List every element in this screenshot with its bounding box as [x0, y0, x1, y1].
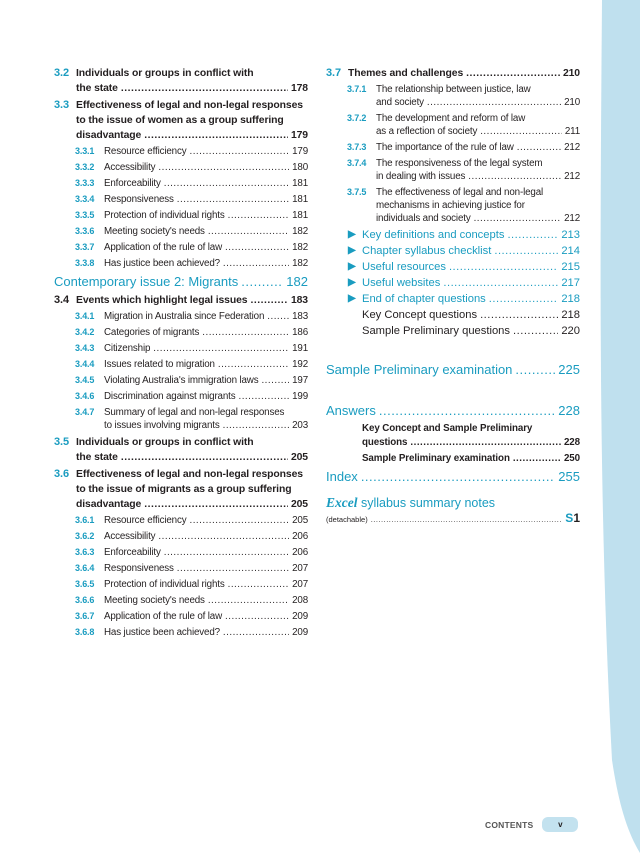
page-number: 205	[290, 499, 308, 510]
page-number: 182	[286, 274, 308, 289]
entry-title: Enforceability	[104, 178, 161, 189]
section-number: 3.7.2	[347, 113, 367, 123]
entry-title: Individuals or groups in conflict with	[76, 68, 254, 79]
entry-title: to the issue of migrants as a group suffering	[76, 484, 292, 495]
entry-title: Application of the rule of law	[104, 242, 223, 253]
entry-title: disadvantage	[76, 130, 142, 141]
page-number: 225	[558, 362, 580, 377]
section-number: 3.3.6	[75, 226, 95, 236]
section-number: 3.6.6	[75, 595, 95, 605]
page-number: 186	[292, 327, 308, 338]
toc-entry[interactable]	[348, 276, 580, 290]
entry-title: Resource efficiency	[104, 146, 187, 157]
page-number: 214	[561, 245, 580, 257]
dot-leader	[144, 128, 288, 143]
entry-title: Resource efficiency	[104, 515, 187, 526]
excel-brand: Excel	[326, 495, 358, 510]
dot-leader	[517, 141, 561, 154]
toc-entry[interactable]	[54, 374, 308, 387]
section-number: 3.3.1	[75, 146, 95, 156]
section-number: 3.3.2	[75, 162, 95, 172]
section-number: 3.6.4	[75, 563, 95, 573]
entry-title: Key Concept and Sample Preliminary	[362, 423, 533, 434]
dot-leader	[228, 578, 289, 591]
section-number: 3.4	[54, 294, 69, 306]
toc-entry[interactable]	[54, 193, 308, 206]
dot-leader	[443, 276, 558, 290]
dot-leader	[474, 212, 562, 225]
section-number: 3.4.1	[75, 311, 95, 321]
toc-entry[interactable]	[326, 83, 580, 109]
page-number: 212	[564, 142, 580, 153]
toc-entry[interactable]	[54, 145, 308, 158]
dot-leader	[189, 145, 289, 158]
entry-title: Discrimination against migrants	[104, 391, 236, 402]
section-number: 3.6	[54, 468, 69, 480]
dot-leader	[466, 66, 560, 81]
page-number: 255	[558, 469, 580, 484]
entry-title: Meeting society's needs	[104, 226, 205, 237]
toc-entry[interactable]	[54, 241, 308, 254]
entry-title: Violating Australia's immigration laws	[104, 375, 259, 386]
entry-title: Accessibility	[104, 162, 156, 173]
dot-leader	[228, 209, 289, 222]
entry-title: Categories of migrants	[104, 327, 200, 338]
toc-entry[interactable]	[54, 66, 308, 96]
section-number: 3.6.1	[75, 515, 95, 525]
entry-title: and society	[376, 97, 424, 108]
entry-title: Issues related to migration	[104, 359, 215, 370]
page-number: 218	[561, 309, 580, 321]
entry-title: Contemporary issue 2: Migrants	[54, 274, 239, 289]
excel-summary-entry[interactable]	[326, 511, 580, 525]
entry-title: Chapter syllabus checklist	[362, 245, 492, 257]
toc-right-column	[326, 64, 580, 525]
dot-leader	[223, 419, 290, 432]
dot-leader	[241, 273, 283, 290]
section-number: 3.3.5	[75, 210, 95, 220]
dot-leader	[208, 594, 289, 607]
toc-entry[interactable]	[54, 514, 308, 527]
page-number: 207	[292, 579, 308, 590]
page-number: 211	[564, 126, 580, 137]
detachable-note: (detachable)	[326, 515, 368, 524]
toc-entry[interactable]	[54, 406, 308, 432]
page-number: 210	[562, 68, 580, 79]
dot-leader	[202, 326, 289, 339]
dot-leader	[223, 257, 289, 270]
dot-leader	[427, 96, 561, 109]
dot-leader	[513, 452, 561, 466]
page-number: 209	[292, 627, 308, 638]
section-number: 3.2	[54, 67, 69, 79]
dot-leader	[177, 562, 289, 575]
toc-entry[interactable]	[348, 292, 580, 306]
entry-title: Has justice been achieved?	[104, 627, 220, 638]
entry-title: Enforceability	[104, 547, 161, 558]
entry-title: The effectiveness of legal and non-legal	[376, 187, 544, 198]
section-number: 3.4.6	[75, 391, 95, 401]
dot-leader	[507, 228, 558, 242]
entry-title: in dealing with issues	[376, 171, 466, 182]
page-number: 217	[561, 277, 580, 289]
dot-leader	[468, 170, 561, 183]
page-number-badge: v	[542, 817, 578, 832]
dot-leader	[515, 361, 555, 378]
page-number: 203	[292, 420, 308, 431]
toc-entry[interactable]	[54, 257, 308, 270]
entry-title: Meeting society's needs	[104, 595, 205, 606]
entry-title: Sample Preliminary questions	[362, 325, 510, 337]
toc-entry[interactable]	[362, 308, 580, 322]
toc-entry[interactable]	[326, 402, 580, 419]
section-number: 3.3	[54, 99, 69, 111]
entry-title: Has justice been achieved?	[104, 258, 220, 269]
entry-title: Key Concept questions	[362, 309, 478, 321]
toc-entry[interactable]	[54, 326, 308, 339]
page-number: 192	[292, 359, 308, 370]
arrow-bullet-icon: ▶	[348, 277, 356, 288]
entry-title: as a reflection of society	[376, 126, 478, 137]
dot-leader	[238, 390, 289, 403]
dot-leader	[158, 530, 289, 543]
section-number: 3.6.7	[75, 611, 95, 621]
section-number: 3.7.3	[347, 142, 367, 152]
entry-title: disadvantage	[76, 499, 142, 510]
page-number: 197	[292, 375, 308, 386]
section-number: 3.3.3	[75, 178, 95, 188]
dot-leader	[261, 374, 289, 387]
toc-entry[interactable]	[54, 530, 308, 543]
dot-leader	[153, 342, 289, 355]
page-number: 208	[292, 595, 308, 606]
entry-title: questions	[362, 437, 408, 448]
page-number: 215	[561, 261, 580, 273]
dot-leader	[177, 193, 289, 206]
section-number: 3.3.8	[75, 258, 95, 268]
entry-title: The importance of the rule of law	[376, 142, 514, 153]
toc-entry[interactable]	[54, 342, 308, 355]
entry-title: Key definitions and concepts	[362, 229, 505, 241]
page-number: 181	[292, 178, 308, 189]
entry-title: to issues involving migrants	[104, 420, 220, 431]
entry-title: End of chapter questions	[362, 293, 486, 305]
page-number: 213	[561, 229, 580, 241]
toc-entry[interactable]	[54, 435, 308, 465]
page-number: 178	[290, 83, 308, 94]
entry-title: Application of the rule of law	[104, 611, 223, 622]
entry-title: Themes and challenges	[348, 68, 464, 79]
entry-title: The development and reform of law	[376, 113, 526, 124]
dot-leader	[225, 241, 289, 254]
page-number: 207	[292, 563, 308, 574]
arrow-bullet-icon: ▶	[348, 245, 356, 256]
section-number: 3.4.7	[75, 407, 95, 417]
entry-title: The responsiveness of the legal system	[376, 158, 543, 169]
toc-entry[interactable]	[54, 562, 308, 575]
toc-entry[interactable]	[326, 141, 580, 154]
page-number: 218	[561, 293, 580, 305]
footer-label: CONTENTS	[485, 819, 534, 830]
page-number: 205	[292, 515, 308, 526]
section-number: 3.6.8	[75, 627, 95, 637]
page-number: 182	[292, 258, 308, 269]
dot-leader	[489, 292, 559, 306]
toc-entry[interactable]	[54, 293, 308, 308]
toc-entry[interactable]	[326, 468, 580, 485]
page-footer	[485, 817, 578, 832]
entry-title: Citizenship	[104, 343, 151, 354]
dot-leader	[121, 81, 288, 96]
entry-title: Index	[326, 469, 358, 484]
page-number: 228	[563, 437, 580, 448]
dot-leader	[164, 177, 289, 190]
entry-title: Events which highlight legal issues	[76, 295, 248, 306]
entry-title: the state	[76, 83, 118, 94]
excel-summary-title[interactable]: Excel syllabus summary notes	[326, 495, 496, 510]
page-number: 179	[292, 146, 308, 157]
page-number: 212	[564, 171, 580, 182]
page-number: 183	[292, 311, 308, 322]
dot-leader	[225, 610, 289, 623]
toc-entry[interactable]	[54, 161, 308, 174]
entry-title: Useful resources	[362, 261, 446, 273]
page-number: 182	[292, 242, 308, 253]
page-number: 228	[558, 403, 580, 418]
dot-leader	[480, 125, 562, 138]
section-number: 3.3.4	[75, 194, 95, 204]
dot-leader	[121, 450, 288, 465]
entry-title: Protection of individual rights	[104, 210, 225, 221]
dot-leader	[144, 497, 288, 512]
page-number: 212	[564, 213, 580, 224]
toc-entry[interactable]	[326, 186, 580, 225]
entry-title: individuals and society	[376, 213, 471, 224]
section-number: 3.6.3	[75, 547, 95, 557]
toc-entry[interactable]	[54, 467, 308, 512]
dot-leader	[218, 358, 289, 371]
page-number: 250	[563, 453, 580, 464]
page-number: 181	[292, 210, 308, 221]
page-number: 183	[290, 295, 308, 306]
section-number: 3.7	[326, 67, 341, 79]
section-number: 3.4.2	[75, 327, 95, 337]
toc-entry[interactable]	[54, 225, 308, 238]
dot-leader	[208, 225, 289, 238]
entry-title: Responsiveness	[104, 194, 174, 205]
arrow-bullet-icon: ▶	[348, 261, 356, 272]
toc-entry[interactable]	[54, 626, 308, 639]
dot-leader	[158, 161, 289, 174]
page-number: 206	[292, 547, 308, 558]
dot-leader	[513, 324, 558, 338]
page-number: 180	[292, 162, 308, 173]
toc-entry[interactable]	[54, 546, 308, 559]
toc-entry[interactable]	[326, 112, 580, 138]
entry-title: Answers	[326, 403, 376, 418]
entry-title: Summary of legal and non-legal responses	[104, 407, 285, 418]
entry-title: Accessibility	[104, 531, 156, 542]
page-number: 182	[292, 226, 308, 237]
dot-leader	[223, 626, 289, 639]
toc-entry[interactable]	[54, 98, 308, 143]
dot-leader	[494, 244, 558, 258]
toc-entry[interactable]	[54, 310, 308, 323]
page-number: 206	[292, 531, 308, 542]
toc-entry[interactable]	[362, 452, 580, 466]
dot-leader	[480, 308, 558, 322]
dot-leader	[164, 546, 289, 559]
dot-leader	[189, 514, 289, 527]
toc-entry[interactable]	[54, 610, 308, 623]
section-number: 3.4.5	[75, 375, 95, 385]
page-number: 205	[290, 452, 308, 463]
toc-entry[interactable]	[54, 358, 308, 371]
section-number: 3.7.1	[347, 84, 367, 94]
page-number: 210	[564, 97, 580, 108]
entry-title: Sample Preliminary examination	[362, 453, 510, 464]
dot-leader	[361, 468, 555, 485]
entry-title: Protection of individual rights	[104, 579, 225, 590]
toc-entry[interactable]	[326, 361, 580, 378]
toc-entry[interactable]	[54, 594, 308, 607]
section-number: 3.7.4	[347, 158, 367, 168]
toc-entry[interactable]	[326, 66, 580, 81]
dot-leader	[250, 293, 288, 308]
entry-title: Individuals or groups in conflict with	[76, 437, 254, 448]
entry-title: Effectiveness of legal and non-legal responses	[76, 469, 303, 480]
section-number: 3.4.4	[75, 359, 95, 369]
toc-entry[interactable]	[54, 390, 308, 403]
toc-left-column	[54, 64, 308, 642]
dot-leader	[267, 310, 289, 323]
entry-title: Effectiveness of legal and non-legal responses	[76, 100, 303, 111]
page-number: 199	[292, 391, 308, 402]
toc-entry[interactable]	[54, 273, 308, 290]
toc-entry[interactable]	[54, 209, 308, 222]
toc-entry[interactable]	[54, 578, 308, 591]
page-number: 209	[292, 611, 308, 622]
arrow-bullet-icon: ▶	[348, 229, 356, 240]
section-number: 3.7.5	[347, 187, 367, 197]
toc-entry[interactable]	[54, 177, 308, 190]
toc-entry[interactable]	[326, 157, 580, 183]
toc-entry[interactable]	[348, 244, 580, 258]
entry-title: Responsiveness	[104, 563, 174, 574]
toc-entry[interactable]	[362, 422, 580, 450]
section-number: 3.3.7	[75, 242, 95, 252]
dot-leader	[410, 436, 561, 450]
entry-title: The relationship between justice, law	[376, 84, 531, 95]
dot-leader	[379, 402, 555, 419]
dot-leader	[371, 515, 563, 524]
section-number: 3.4.3	[75, 343, 95, 353]
dot-leader	[449, 260, 558, 274]
entry-title: mechanisms in achieving justice for	[376, 200, 525, 211]
section-number: 3.6.5	[75, 579, 95, 589]
page-number: S1	[565, 511, 580, 525]
section-number: 3.5	[54, 436, 69, 448]
page-number: 179	[290, 130, 308, 141]
toc-entry[interactable]	[362, 324, 580, 338]
page-number: 220	[561, 325, 580, 337]
entry-title: Migration in Australia since Federation	[104, 311, 265, 322]
entry-title: to the issue of women as a group suffering	[76, 115, 284, 126]
section-number: 3.6.2	[75, 531, 95, 541]
toc-entry[interactable]	[348, 260, 580, 274]
entry-title: Useful websites	[362, 277, 441, 289]
toc-entry[interactable]	[348, 228, 580, 242]
arrow-bullet-icon: ▶	[348, 293, 356, 304]
page-number: 191	[292, 343, 308, 354]
page-number: 181	[292, 194, 308, 205]
entry-title: the state	[76, 452, 118, 463]
entry-title: Sample Preliminary examination	[326, 362, 513, 377]
